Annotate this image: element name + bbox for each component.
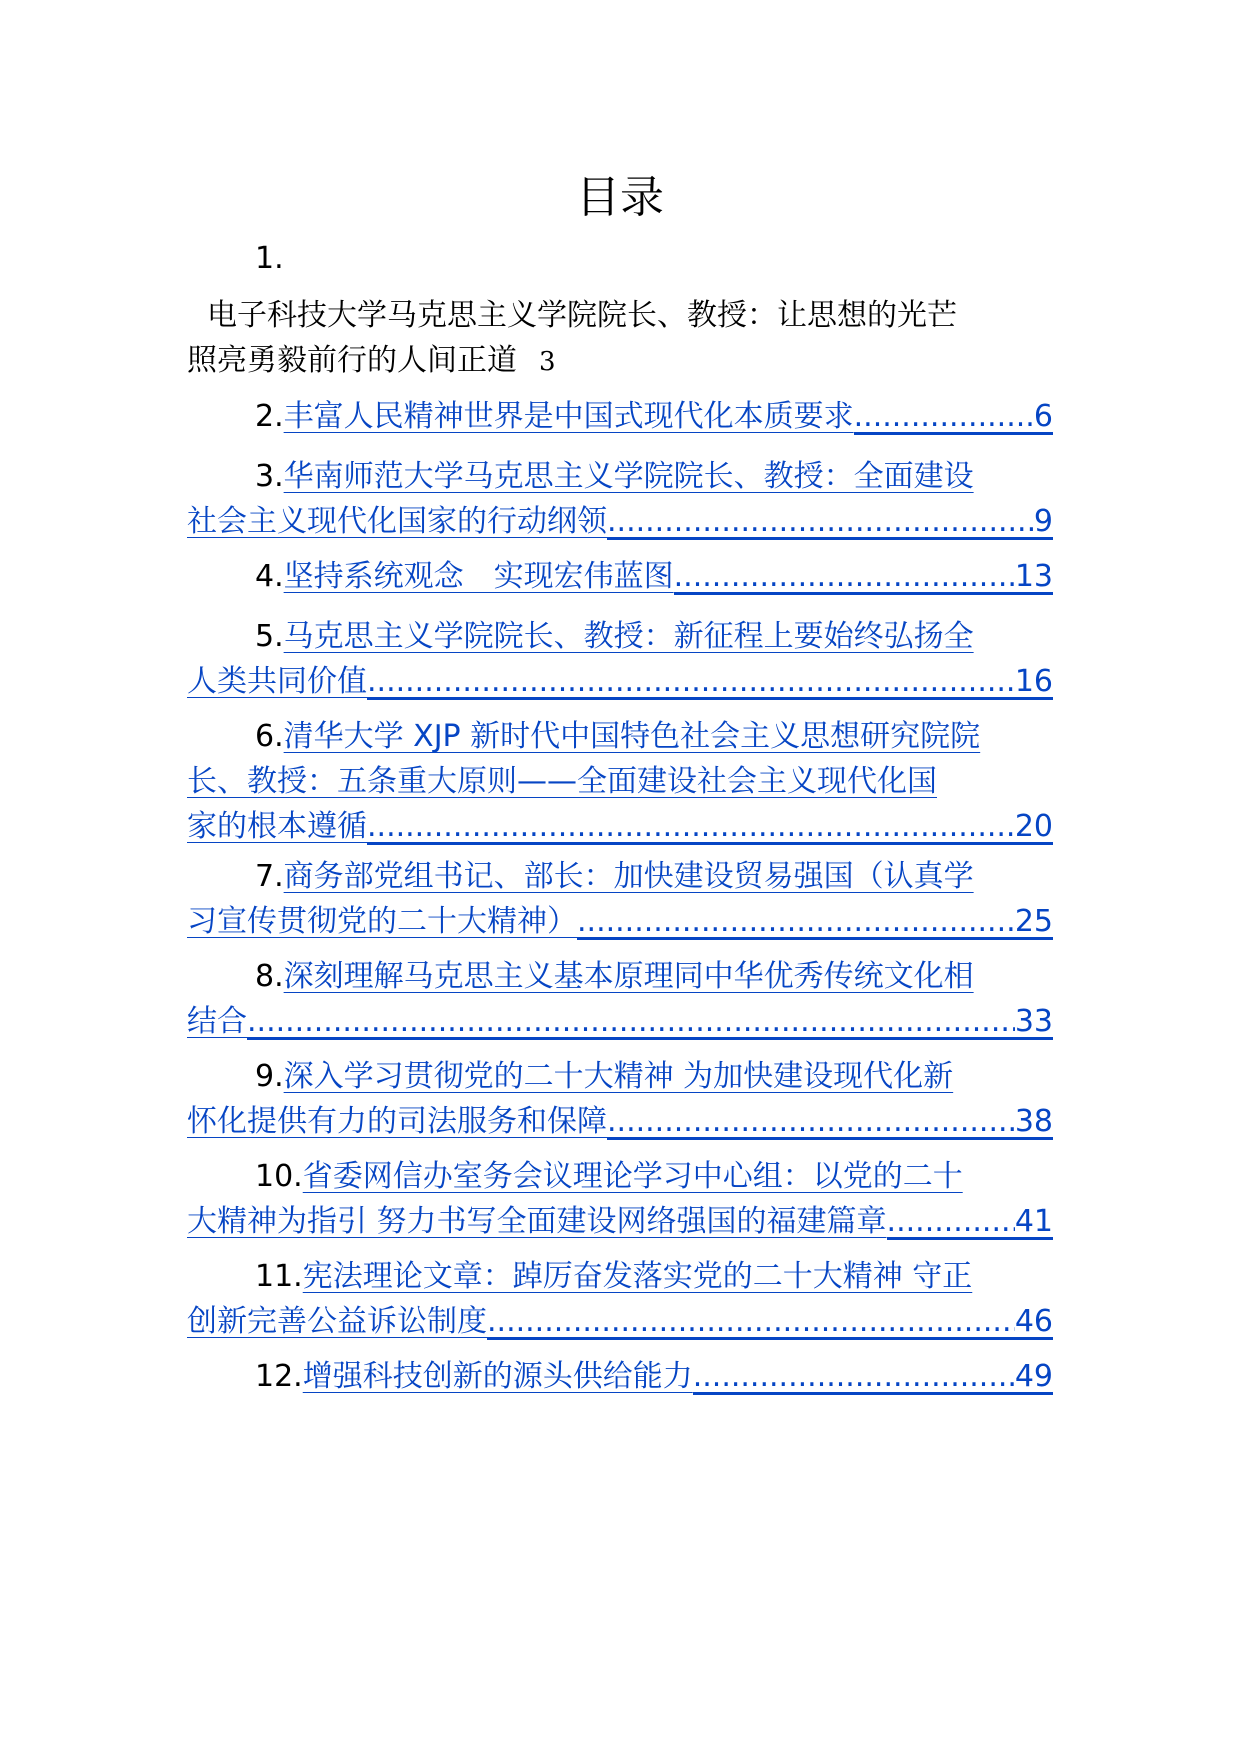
toc-entry-number: 3. (255, 459, 284, 494)
toc-entry-link[interactable]: 社会主义现代化国家的行动纲领 (187, 504, 607, 539)
toc-leader-dots (487, 1299, 1015, 1344)
toc-entry-link[interactable]: 增强科技创新的源头供给能力 (302, 1359, 693, 1394)
toc-entry-link[interactable]: 长、教授：五条重大原则——全面建设社会主义现代化国 (187, 764, 937, 799)
toc-entry-link[interactable]: 深入学习贯彻党的二十大精神 为加快建设现代化新 (283, 1059, 954, 1094)
toc-entry-page[interactable]: 9 (1033, 504, 1053, 539)
toc-entry-number: 1. (255, 241, 284, 276)
toc-leader-dots (693, 1354, 1015, 1399)
toc-entry-link[interactable]: 深刻理解马克思主义基本原理同中华优秀传统文化相 (283, 959, 974, 994)
toc-leader-dots (577, 899, 1015, 944)
toc-entry-2[interactable] (187, 394, 1053, 439)
toc-leader-dots (607, 499, 1034, 544)
toc-entry-page[interactable]: 38 (1014, 1104, 1053, 1139)
toc-entry-11[interactable] (187, 1254, 1053, 1344)
toc-entry-link[interactable]: 家的根本遵循 (187, 809, 367, 844)
toc-entry-4[interactable] (187, 554, 1053, 599)
toc-entry-number: 6. (255, 719, 284, 754)
toc-entry-page[interactable]: 33 (1014, 1004, 1053, 1039)
toc-entry-link[interactable]: 省委网信办室务会议理论学习中心组：以党的二十 (302, 1159, 963, 1194)
toc-entry-number: 12. (255, 1359, 303, 1394)
toc-leader-dots (367, 659, 1015, 704)
toc-entry-page[interactable]: 49 (1014, 1359, 1053, 1394)
toc-entry-text-line2: 照亮勇毅前行的人间正道 (187, 343, 517, 378)
toc-entry-5[interactable] (187, 614, 1053, 704)
toc-entry-link[interactable]: 宪法理论文章：踔厉奋发落实党的二十大精神 守正 (302, 1259, 973, 1294)
toc-entry-number: 4. (255, 559, 284, 594)
toc-entry-number: 11. (255, 1259, 303, 1294)
toc-entry-number: 8. (255, 959, 284, 994)
toc-entry-page[interactable]: 41 (1014, 1204, 1053, 1239)
toc-entry-page[interactable]: 13 (1014, 559, 1053, 594)
toc-entry-10[interactable] (187, 1154, 1053, 1244)
toc-entry-page[interactable]: 6 (1033, 399, 1053, 434)
toc-entry-link[interactable]: 习宣传贯彻党的二十大精神） (187, 904, 577, 939)
toc-entry-12[interactable] (187, 1354, 1053, 1399)
toc-entry-page[interactable]: 25 (1014, 904, 1053, 939)
toc-entry-number: 2. (255, 399, 284, 434)
toc-title: 目录 (576, 172, 664, 223)
toc-entry-link[interactable]: 创新完善公益诉讼制度 (187, 1304, 487, 1339)
toc-entry-link[interactable]: 坚持系统观念 实现宏伟蓝图 (283, 559, 674, 594)
toc-leader-dots (607, 1099, 1015, 1144)
toc-leader-dots (367, 804, 1015, 849)
toc-entry-1[interactable] (187, 236, 1053, 383)
toc-entry-link[interactable]: 人类共同价值 (187, 664, 367, 699)
toc-entry-number: 7. (255, 859, 284, 894)
toc-entry-8[interactable] (187, 954, 1053, 1044)
toc-leader-dots (854, 394, 1034, 439)
toc-entry-text-line1: 电子科技大学马克思主义学院院长、教授：让思想的光芒 (207, 298, 957, 333)
toc-entry-number: 5. (255, 619, 284, 654)
toc-leader-dots (887, 1199, 1015, 1244)
toc-entry-page[interactable]: 16 (1014, 664, 1053, 699)
toc-entry-9[interactable] (187, 1054, 1053, 1144)
toc-entry-page[interactable]: 46 (1014, 1304, 1053, 1339)
toc-entry-3[interactable] (187, 454, 1053, 544)
toc-entry-link[interactable]: 清华大学 XJP 新时代中国特色社会主义思想研究院院 (283, 719, 981, 754)
toc-entry-number: 10. (255, 1159, 303, 1194)
toc-entry-7[interactable] (187, 854, 1053, 944)
toc-entry-link[interactable]: 马克思主义学院院长、教授：新征程上要始终弘扬全 (283, 619, 974, 654)
toc-entry-number: 9. (255, 1059, 284, 1094)
toc-entry-page: 3 (539, 347, 556, 377)
toc-entry-page[interactable]: 20 (1014, 809, 1053, 844)
toc-entry-link[interactable]: 丰富人民精神世界是中国式现代化本质要求 (283, 399, 854, 434)
toc-entry-link[interactable]: 商务部党组书记、部长：加快建设贸易强国（认真学 (283, 859, 974, 894)
toc-leader-dots (674, 554, 1015, 599)
toc-entry-link[interactable]: 华南师范大学马克思主义学院院长、教授：全面建设 (283, 459, 974, 494)
toc-leader-dots (247, 999, 1015, 1044)
toc-entry-link[interactable]: 大精神为指引 努力书写全面建设网络强国的福建篇章 (187, 1204, 887, 1239)
toc-entry-link[interactable]: 结合 (187, 1004, 247, 1039)
toc-entry-6[interactable] (187, 714, 1053, 849)
toc-entry-link[interactable]: 怀化提供有力的司法服务和保障 (187, 1104, 607, 1139)
